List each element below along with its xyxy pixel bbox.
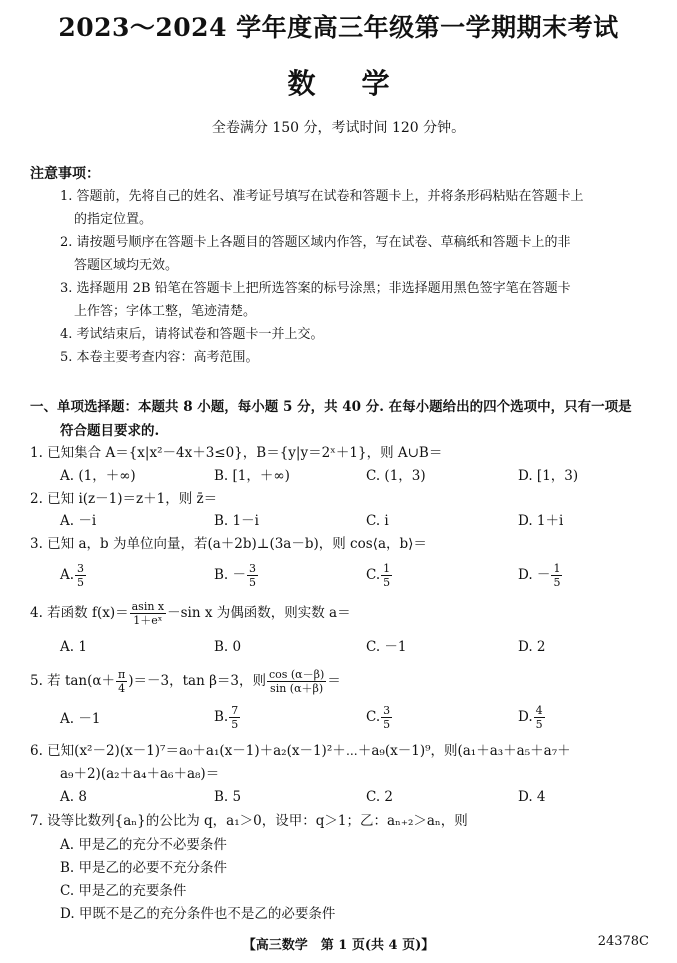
- q5-option-a: A. －1: [60, 711, 101, 727]
- q6-option-a: A. 8: [60, 789, 87, 805]
- q6-option-c: C. 2: [366, 789, 394, 805]
- q5-option-b: B. $\frac{7}{5}$: [214, 704, 239, 731]
- q4-option-a: A. 1: [60, 639, 87, 655]
- q5-option-c: C. $\frac{3}{5}$: [366, 704, 391, 731]
- notice-item-1: 1. 答题前，先将自己的姓名、准考证号填写在试卷和答题卡上，并将条形码粘贴在答题卡上 的指定位置。: [60, 189, 584, 227]
- q4-option-b: B. 0: [214, 639, 242, 655]
- q4-option-c: C. －1: [366, 639, 407, 655]
- page-footer: 【高三数学 第 1 页(共 4 页)】: [242, 938, 435, 953]
- q6-option-b: B. 5: [214, 789, 242, 805]
- notice-item-3: 3. 选择题用 2B 铅笔在答题卡上把所选答案的标号涂黑；非选择题用黑色签字笔在答题卡 上作答；字体工整，笔迹清楚。: [60, 281, 571, 319]
- exam-info: 全卷满分 150 分，考试时间 120 分钟。: [211, 120, 466, 136]
- q7-option-c: C. 甲是乙的充要条件: [60, 883, 187, 899]
- q7-option-b: B. 甲是乙的必要不充分条件: [60, 860, 228, 876]
- q6-option-d: D. 4: [518, 789, 546, 805]
- q7-option-d: D. 甲既不是乙的充分条件也不是乙的必要条件: [60, 906, 336, 922]
- q2-option-c: C. i: [366, 513, 389, 529]
- q5-option-d: D. $\frac{4}{5}$: [518, 704, 543, 731]
- q1-option-a: A. (1，＋∞): [60, 468, 136, 484]
- question-5-stem: 5. 若 tan(α＋ $\frac{\pi}{4}$ )＝－3，tan β＝3，则 $\frac{\cos (\alpha-\beta)}{\sin (\alpha+\beta)}$ ＝: [30, 668, 341, 695]
- exam-title: 2023～2024 学年度高三年级第一学期期末考试: [58, 13, 619, 42]
- question-7-stem: 7. 设等比数列{aₙ}的公比为 q，a₁＞0，设甲：q＞1；乙：aₙ₊₂＞aₙ，则: [30, 813, 468, 829]
- q3-option-a: A. $\frac{3}{5}$: [60, 562, 85, 589]
- q1-option-d: D. [1，3): [518, 468, 579, 484]
- q4-option-d: D. 2: [518, 639, 546, 655]
- subject-title: 数学: [287, 67, 436, 100]
- q2-option-d: D. 1＋i: [518, 513, 564, 529]
- q3-option-c: C. $\frac{1}{5}$: [366, 562, 391, 589]
- q2-option-a: A. －i: [60, 513, 97, 529]
- question-2-stem: 2. 已知 i(z－1)＝z＋1，则 z̄＝: [30, 491, 218, 507]
- notice-item-2: 2. 请按题号顺序在答题卡上各题目的答题区域内作答，写在试卷、草稿纸和答题卡上的非 答题区域均无效。: [60, 235, 571, 273]
- q7-option-a: A. 甲是乙的充分不必要条件: [60, 837, 227, 853]
- q1-option-c: C. (1，3): [366, 468, 426, 484]
- q3-option-b: B. － $\frac{3}{5}$: [214, 562, 257, 589]
- notice-heading: 注意事项：: [30, 166, 100, 182]
- question-3-stem: 3. 已知 a，b 为单位向量，若(a＋2b)⊥(3a－b)，则 cos⟨a，b⟩＝: [30, 536, 427, 552]
- paper-code: 24378C: [597, 934, 649, 949]
- question-6-stem-line2: a₉＋2)(a₂＋a₄＋a₆＋a₈)＝: [60, 766, 220, 782]
- question-1-stem: 1. 已知集合 A＝{x|x²－4x＋3≤0}，B＝{y|y＝2ˣ＋1}，则 A∪B＝: [30, 445, 443, 461]
- q2-option-b: B. 1－i: [214, 513, 259, 529]
- section-heading: 一、单项选择题：本题共 8 小题，每小题 5 分，共 40 分. 在每小题给出的四个选项中，只有一项是 符合题目要求的.: [30, 399, 632, 439]
- question-6-stem-line1: 6. 已知(x²－2)(x－1)⁷＝a₀＋a₁(x－1)＋a₂(x－1)²＋⋯＋a₉(x－1)⁹，则(a₁＋a₃＋a₅＋a₇＋: [30, 743, 571, 759]
- notice-item-5: 5. 本卷主要考查内容：高考范围。: [60, 350, 259, 365]
- q3-option-d: D. － $\frac{1}{5}$: [518, 562, 561, 589]
- q1-option-b: B. [1，＋∞): [214, 468, 290, 484]
- notice-item-4: 4. 考试结束后，请将试卷和答题卡一并上交。: [60, 327, 324, 342]
- question-4-stem: 4. 若函数 f(x)＝ $\frac{\text{asin x}}{\text{1＋eˣ}}$ －sin x 为偶函数，则实数 a＝: [30, 600, 351, 627]
